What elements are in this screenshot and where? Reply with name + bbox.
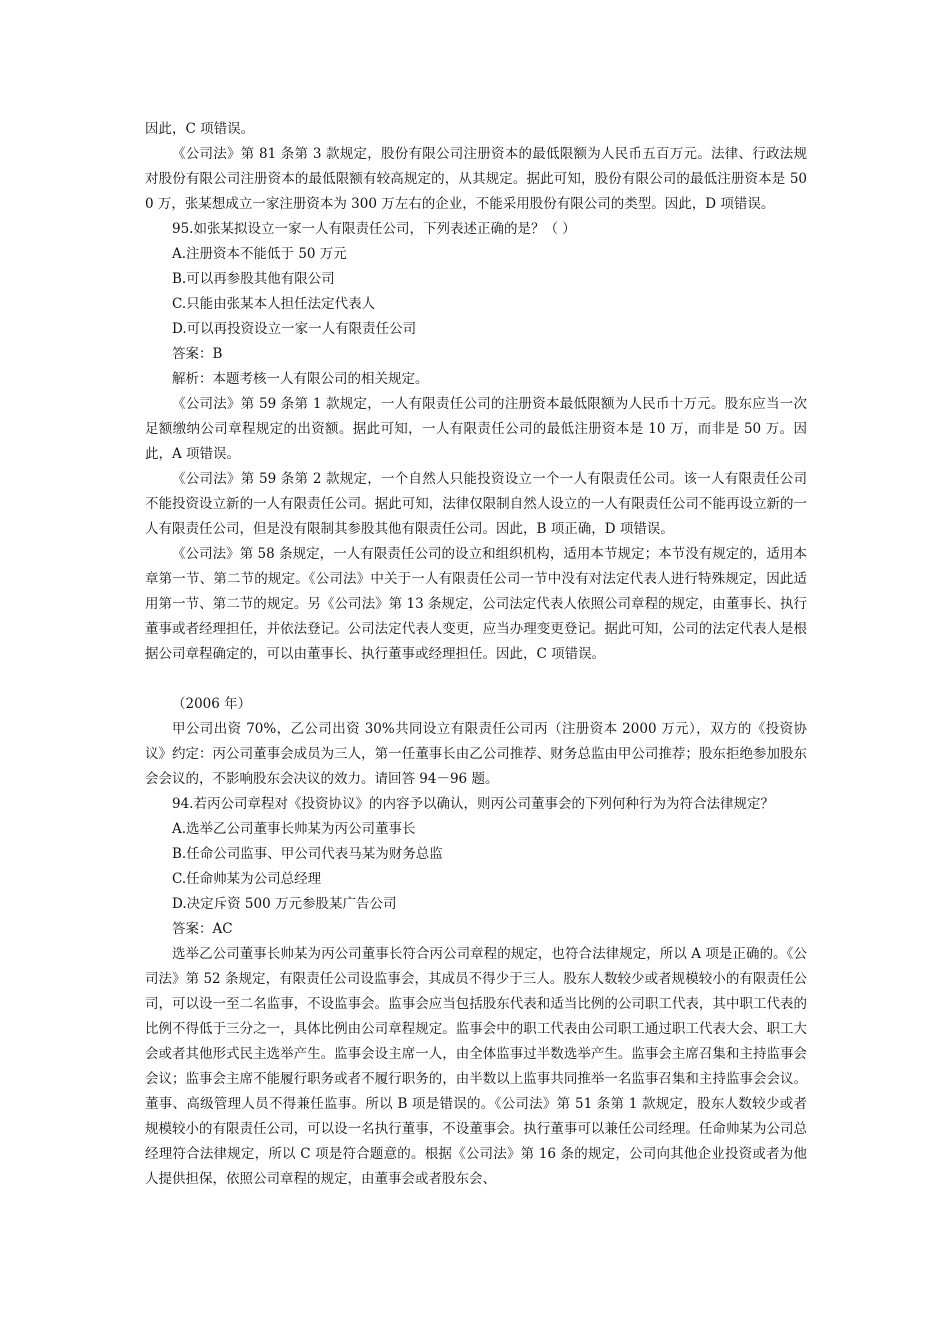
question-95-option-d: D.可以再投资设立一家一人有限责任公司 [172, 321, 417, 337]
paragraph-article-81: 《公司法》第 81 条第 3 款规定，股份有限公司注册资本的最低限额为人民币五百万元。法律、行政法规对股份有限公司注册资本的最低限额有较高规定的，从其规定。据此可知，股份有限公司的最低注册资本是 500 万，张某想成立一家注册资本为 300 万左右的企业，不能采用股份有限公司的类型。因此，D 项错误。 [145, 146, 807, 212]
paragraph-gap [145, 667, 807, 692]
question-94-answer: 答案：AC [172, 921, 233, 937]
paragraph-c-conclusion: 因此，C 项错误。 [145, 121, 255, 137]
question-95-option-b: B.可以再参股其他有限公司 [172, 271, 335, 287]
question-95-option-c: C.只能由张某本人担任法定代表人 [172, 296, 376, 312]
question-95-answer: 答案：B [172, 346, 223, 362]
question-94-option-b: B.任命公司监事、甲公司代表马某为财务总监 [172, 846, 443, 862]
document-body [145, 117, 807, 1192]
section-year: （2006 年） [172, 696, 252, 712]
question-94-analysis: 选举乙公司董事长帅某为丙公司董事长符合丙公司章程的规定，也符合法律规定，所以 A 项是正确的。《公司法》第 52 条规定，有限责任公司设监事会，其成员不得少于三人。股东人数较少或者规模较小的有限责任公司，可以设一至二名监事，不设监事会。监事会应当包括股东代表和适当比例的公司职工代表，其中职工代表的比例不得低于三分之一，具体比例由公司章程规定。监事会中的职工代表由公司职工通过职工代表大会、职工大会或者其他形式民主选举产生。监事会设主席一人，由全体监事过半数选举产生。监事会主席召集和主持监事会会议；监事会主席不能履行职务或者不履行职务的，由半数以上监事共同推举一名监事召集和主持监事会会议。董事、高级管理人员不得兼任监事。所以 B 项是错误的。《公司法》第 51 条第 1 款规定，股东人数较少或者规模较小的有限责任公司，可以设一名执行董事，不设董事会。执行董事可以兼任公司经理。任命帅某为公司总经理符合法律规定，所以 C 项是符合题意的。根据《公司法》第 16 条的规定，公司向其他企业投资或者为他人提供担保，依照公司章程的规定，由董事会或者股东会、 [145, 946, 807, 1187]
paragraph-article-58: 《公司法》第 58 条规定，一人有限责任公司的设立和组织机构，适用本节规定；本节没有规定的，适用本章第一节、第二节的规定。《公司法》中关于一人有限责任公司一节中没有对法定代表人进行特殊规定，因此适用第一节、第二节的规定。另《公司法》第 13 条规定，公司法定代表人依照公司章程的规定，由董事长、执行董事或者经理担任，并依法登记。公司法定代表人变更，应当办理变更登记。据此可知，公司的法定代表人是根据公司章程确定的，可以由董事长、执行董事或经理担任。因此，C 项错误。 [145, 546, 807, 662]
question-94-option-d: D.决定斥资 500 万元参股某广告公司 [172, 896, 397, 912]
question-94-option-a: A.选举乙公司董事长帅某为丙公司董事长 [172, 821, 416, 837]
question-95-option-a: A.注册资本不能低于 50 万元 [172, 246, 347, 262]
paragraph-article-59-2: 《公司法》第 59 条第 2 款规定，一个自然人只能投资设立一个一人有限责任公司。该一人有限责任公司不能投资设立新的一人有限责任公司。据此可知，法律仅限制自然人设立的一人有限责任公司不能再设立新的一人有限责任公司，但是没有限制其参股其他有限责任公司。因此，B 项正确，D 项错误。 [145, 471, 807, 537]
question-95-analysis: 解析：本题考核一人有限公司的相关规定。 [172, 371, 429, 387]
paragraph-article-59-1: 《公司法》第 59 条第 1 款规定，一人有限责任公司的注册资本最低限额为人民币十万元。股东应当一次足额缴纳公司章程规定的出资额。据此可知，一人有限责任公司的最低注册资本是 10 万，而非是 50 万。因此，A 项错误。 [145, 396, 807, 462]
question-94-option-c: C.任命帅某为公司总经理 [172, 871, 322, 887]
case-description: 甲公司出资 70%，乙公司出资 30%共同设立有限责任公司丙（注册资本 2000 万元），双方的《投资协议》约定：丙公司董事会成员为三人，第一任董事长由乙公司推荐、财务总监由甲公司推荐；股东拒绝参加股东会会议的，不影响股东会决议的效力。请回答 94－96 题。 [145, 721, 807, 787]
question-94: 94.若丙公司章程对《投资协议》的内容予以确认，则丙公司董事会的下列何种行为为符合法律规定？ [172, 796, 774, 812]
question-95: 95.如张某拟设立一家一人有限责任公司，下列表述正确的是？（ ） [172, 221, 576, 237]
